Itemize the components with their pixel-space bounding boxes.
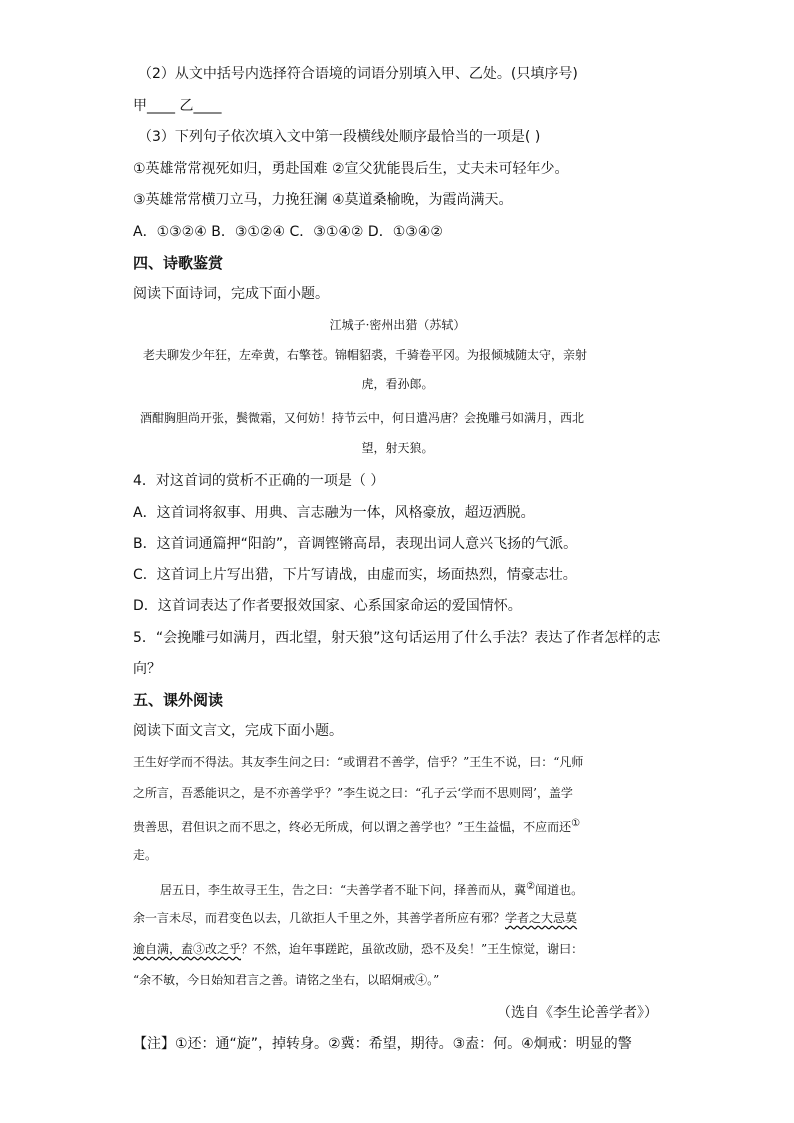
poem-title: 江城子·密州出猎（苏轼） bbox=[329, 318, 466, 332]
q4-option-c: C．这首词上片写出猎，下片写请战，由虚而实，场面热烈，情豪志壮。 bbox=[133, 567, 577, 583]
passage-p2-line-2-text: 余一言未尽，而君变色以去，几欲拒人千里之外，其善学者所应有邪？ bbox=[133, 911, 506, 925]
passage-notes: 【注】①还：通“旋”，掉转身。②冀：希望，期待。③盍：何。④炯戒：明显的警 bbox=[133, 1036, 632, 1052]
passage-p1-line-3 bbox=[133, 815, 580, 836]
q4-option-d: D．这首词表达了作者要报效国家、心系国家命运的爱国情怀。 bbox=[133, 598, 522, 614]
passage-p2-line-1-end: 闻道也。 bbox=[535, 883, 584, 897]
passage-p2-line-3 bbox=[133, 940, 583, 958]
q3-prompt: （3）下列句子依次填入文中第一段横线处顺序最恰当的一项是( ) bbox=[138, 129, 541, 145]
passage-p1-line-1: 王生好学而不得法。其友李生问之曰：“或谓君不善学，信乎？”王生不说，曰：“凡师 bbox=[133, 755, 584, 769]
section5-title: 五、课外阅读 bbox=[133, 691, 224, 709]
poem-line-1: 老夫聊发少年狂，左牵黄，右擎苍。锦帽貂裘，千骑卷平冈。为报倾城随太守，亲射 bbox=[143, 348, 588, 362]
note-ref-2: ② bbox=[526, 881, 536, 892]
section4-title: 四、诗歌鉴赏 bbox=[133, 254, 224, 272]
q5-prompt-line-1: 5．“会挽雕弓如满月，西北望，射天狼”这句话运用了什么手法？表达了作者怎样的志 bbox=[133, 630, 661, 646]
q4-option-a: A．这首词将叙事、用典、言志融为一体，风格豪放，超迈洒脱。 bbox=[133, 505, 535, 521]
passage-p2-line-1-text: 居五日，李生故寻王生，告之曰：“夫善学者不耻下问，择善而从，冀 bbox=[160, 883, 527, 897]
note-ref-1: ① bbox=[571, 818, 581, 829]
poem-line-3: 酒酣胸胆尚开张，鬓微霜，又何妨！持节云中，何日遣冯唐？会挽雕弓如满月，西北 bbox=[140, 411, 585, 425]
q4-option-b: B．这首词通篇押“阳韵”，音调铿锵高昂，表现出词人意兴飞扬的气派。 bbox=[133, 536, 578, 552]
passage-p2-line-3-text: ？不然，迨年事蹉跎，虽欲改励，恐不及矣！”王生惊觉，谢曰： bbox=[241, 942, 584, 956]
passage-p2-line-4: “余不敏，今日始知君言之善。请铭之坐右，以昭炯戒④。” bbox=[133, 973, 440, 987]
passage-p1-line-3-text: 贵善思，君但识之而不思之，终必无所成，何以谓之善学也？”王生益愠，不应而还 bbox=[133, 820, 572, 834]
poem-line-2: 虎，看孙郎。 bbox=[361, 377, 434, 391]
passage-p2-line-2 bbox=[133, 909, 577, 927]
wavy-underlined-sentence-part-1: 学者之大忌莫 bbox=[505, 911, 578, 925]
q4-prompt: 4．对这首词的赏析不正确的一项是（ ） bbox=[133, 473, 385, 489]
q2-blanks: 甲____ 乙____ bbox=[133, 98, 222, 114]
passage-p2-line-1 bbox=[160, 878, 583, 899]
passage-p1-line-4: 走。 bbox=[133, 848, 158, 862]
section5-instruction: 阅读下面文言文，完成下面小题。 bbox=[133, 723, 343, 739]
wavy-underlined-sentence-part-2: 逾自满，盍③改之乎 bbox=[133, 942, 242, 956]
q3-options-1-2: ①英雄常常视死如归，勇赴国难 ②宣父犹能畏后生，丈夫未可轻年少。 bbox=[133, 161, 569, 177]
q2-prompt: （2）从文中括号内选择符合语境的词语分别填入甲、乙处。(只填序号) bbox=[138, 66, 578, 82]
q3-options-3-4: ③英雄常常横刀立马，力挽狂澜 ④莫道桑榆晚，为霞尚满天。 bbox=[133, 192, 513, 208]
passage-p1-line-2: 之所言，吾悉能识之，是不亦善学乎？”李生说之曰：“孔子云‘学而不思则罔’，盖学 bbox=[133, 786, 573, 800]
poem-line-4: 望，射天狼。 bbox=[361, 441, 434, 455]
passage-source: （选自《李生论善学者》） bbox=[497, 1005, 658, 1021]
section4-instruction: 阅读下面诗词，完成下面小题。 bbox=[133, 286, 329, 302]
q3-choices: A．①③②④ B．③①②④ C．③①④② D．①③④② bbox=[133, 224, 443, 240]
q5-prompt-line-2: 向？ bbox=[133, 661, 161, 677]
